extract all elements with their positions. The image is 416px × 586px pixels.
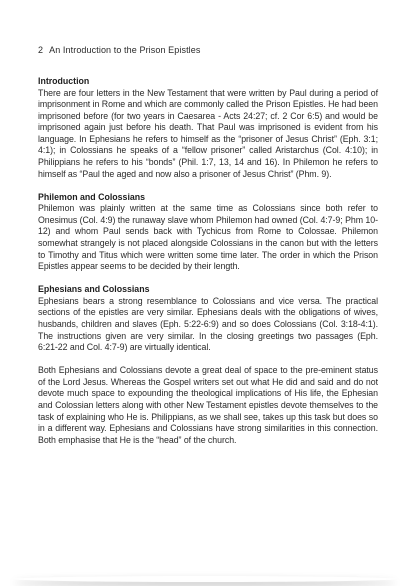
section-paragraph: Both Ephesians and Colossians devote a great deal of space to the pre-eminent status of the Lord Jesus. Whereas the Gospel writers set out what He did and said and do not devote much space to expounding the theological implications of His life, the Ephesian and Colossian letters along with other New Testament epistles devote themselves to the task of explaining who He is. Philippians, as we shall see, takes up this task but does so in a different way. Ephesians and Colossians have strong similarities in this connection. Both emphasise that He is the “head” of the church. (38, 365, 378, 445)
section-heading: Introduction (38, 76, 90, 86)
section-heading: Ephesians and Colossians (38, 284, 150, 295)
section-paragraph: Ephesians bears a strong resemblance to Colossians and vice versa. The practical sections of the epistles are very similar. Ephesians deals with the obligations of wives, husbands, children and slaves (Eph. 5:22-6:9) and so does Colossians (Col. 3:18-4:1). The instructions given are very similar. In the closing greetings two passages (Eph. 6:21-22 and Col. 4:7-9) are virtually identical. (38, 295, 378, 353)
section-philemon-colossians (38, 192, 378, 273)
section-heading: Philemon and Colossians (38, 191, 146, 202)
running-head-title: An Introduction to the Prison Epistles (49, 45, 201, 55)
page-content (38, 44, 378, 458)
paragraph-spacer (38, 354, 378, 366)
page-number: 2 (38, 45, 44, 55)
section-paragraph: Philemon was plainly written at the same time as Colossians since both refer to Onesimus (Col. 4:9) the runaway slave whom Philemon had owned (Col. 4:7-9; Phm 10-12) and whom Paul sends back with Tychicus from Rome to Colossae. Philemon somewhat strangely is not placed alongside Colossians in the canon but with the letters to Timothy and Titus which were written some time later. The order in which the Prison Epistles appear seems to be decided by their length. (38, 203, 378, 272)
section-introduction (38, 76, 378, 180)
section-paragraph: There are four letters in the New Testament that were written by Paul during a period of imprisonment in Rome and which are commonly called the Prison Epistles. He had been imprisoned before (for two years in Caesarea - Acts 24:27; cf. 2 Cor 6:5) and would be imprisoned again just before his death. That Paul was imprisoned is evident from his language. In Ephesians he refers to himself as the “prisoner of Jesus Christ” (Eph. 3:1; 4:1); in Colossians he speaks of a “fellow prisoner” called Aristarchus (Col. 4:10); in Philippians he refers to his “bonds” (Phil. 1:7, 13, 14 and 16). In Philemon he refers to himself as “Paul the aged and now also a prisoner of Jesus Christ” (Phm. 9). (38, 87, 378, 179)
running-head (38, 44, 378, 56)
section-ephesians-colossians (38, 284, 378, 446)
